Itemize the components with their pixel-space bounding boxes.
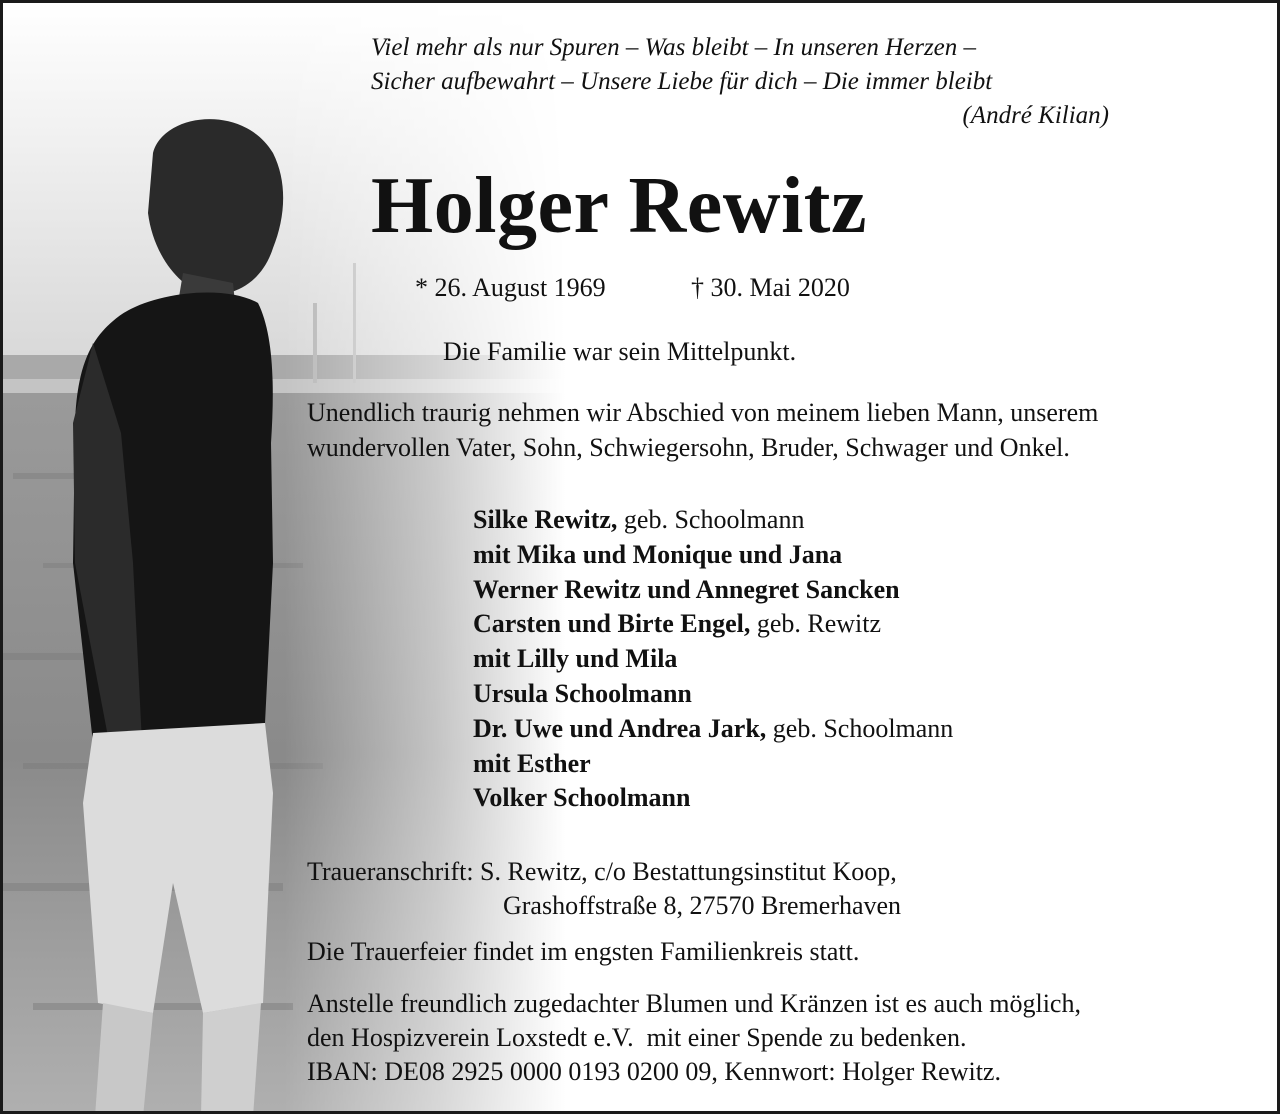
mourner-line: mit Mika und Monique und Jana [473, 539, 843, 569]
mourner-line: mit Lilly und Mila [473, 644, 678, 674]
mourner-line: Silke Rewitz, geb. Schoolmann [473, 505, 805, 534]
deceased-name: Holger Rewitz [371, 162, 867, 250]
notice-text [3, 3, 1280, 1114]
mourners-list [473, 503, 953, 816]
funeral-service-note: Die Trauerfeier findet im engsten Familienkreis statt. [307, 937, 860, 966]
mourner-line: Ursula Schoolmann [473, 678, 692, 708]
mourner-line: mit Esther [473, 748, 591, 778]
donation-line: Anstelle freundlich zugedachter Blumen und Kränzen ist es auch möglich, [307, 989, 1081, 1018]
donation-line: IBAN: DE08 2925 0000 0193 0200 09, Kennwort: Holger Rewitz. [307, 1057, 1001, 1086]
motto: Die Familie war sein Mittelpunkt. [443, 337, 797, 366]
poem-block [371, 31, 1109, 133]
address-line: Grashoffstraße 8, 27570 Bremerhaven [503, 891, 902, 920]
birth-date: * 26. August 1969 [415, 273, 606, 302]
donation-line: den Hospizverein Loxstedt e.V. mit einer Spende zu bedenken. [307, 1023, 967, 1052]
mourning-address [307, 855, 901, 923]
mourner-line: Volker Schoolmann [473, 783, 691, 813]
mourner-line: Dr. Uwe und Andrea Jark, geb. Schoolmann [473, 713, 954, 743]
poem-line: Sicher aufbewahrt – Unsere Liebe für dich – Die immer bleibt [371, 68, 993, 95]
poem-author: (André Kilian) [962, 102, 1109, 129]
death-date: † 30. Mai 2020 [691, 273, 850, 302]
farewell-text [307, 395, 1098, 465]
donation-note [307, 987, 1081, 1089]
address-line: Traueranschrift: S. Rewitz, c/o Bestattungsinstitut Koop, [307, 857, 897, 886]
poem-line: Viel mehr als nur Spuren – Was bleibt – In unseren Herzen – [371, 34, 977, 61]
mourner-line: Carsten und Birte Engel, geb. Rewitz [473, 609, 882, 639]
farewell-line: Unendlich traurig nehmen wir Abschied von meinem lieben Mann, unserem [307, 398, 1099, 427]
mourner-line: Werner Rewitz und Annegret Sancken [473, 574, 900, 604]
farewell-line: wundervollen Vater, Sohn, Schwiegersohn, Bruder, Schwager und Onkel. [307, 433, 1070, 462]
